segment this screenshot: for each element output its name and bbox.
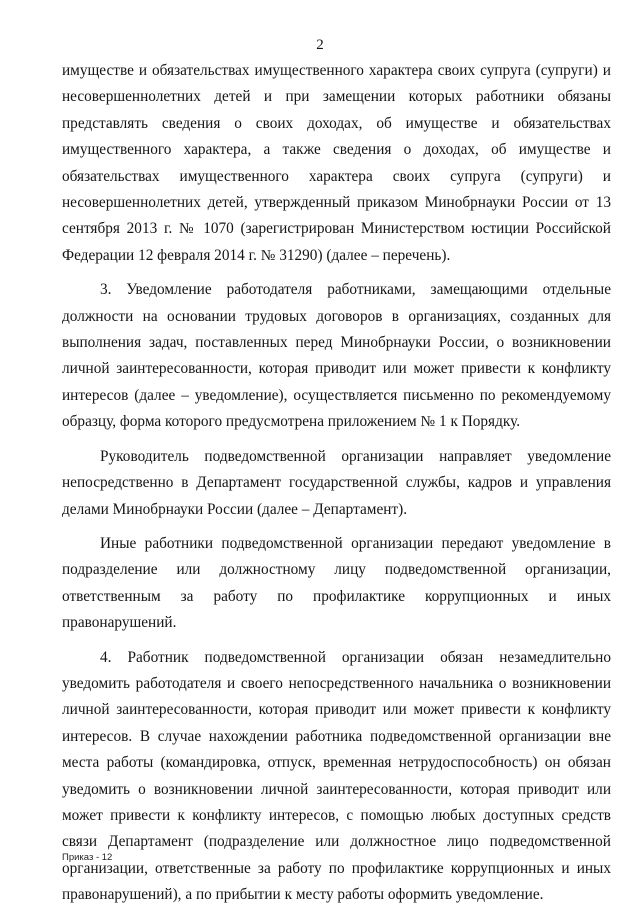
paragraph-other-employees: Иные работники подведомственной организации передают уведомление в подразделение или должностному лицу подведомственной организации, ответственным за работу по профилактике коррупционных и иных правонарушений. [62, 534, 611, 632]
paragraph-continuation: имуществе и обязательствах имущественного характера своих супруга (супруги) и несовершеннолетних детей и при замещении которых работники обязаны представлять сведения о своих доходах, об имуществе и обязательствах имущественного характера, а также сведения о доходах, об имуществе и обязательствах имущественного характера своих супруга (супруги) и несовершеннолетних детей, утвержденный приказом Минобрнауки России от 13 сентября 2013 г. № 1070 (зарегистрирован Министерством юстиции Российской Федерации 12 февраля 2014 г. № 31290) (далее – перечень). [62, 62, 611, 264]
footer-order-label: Приказ - 12 [62, 852, 113, 863]
paragraph-item-4: 4. Работник подведомственной организации обязан незамедлительно уведомить работодателя и своего непосредственного начальника о возникновении личной заинтересованности, которая приводит или может привести к конфликту интересов. В случае нахождении работника подведомственной организации вне места работы (командировка, отпуск, временная нетрудоспособность) он обязан уведомить о возникновении личной заинтересованности, которая приводит или может привести к конфликту интересов, с помощью любых доступных средств связи Департамент (подразделение или должностное лицо подведомственной организации, ответственные за работу по профилактике коррупционных и иных правонарушений), а по прибытии к месту работы оформить уведомление. [62, 648, 611, 904]
paragraph-item-3: 3. Уведомление работодателя работниками, замещающими отдельные должности на основании трудовых договоров в организациях, созданных для выполнения задач, поставленных перед Минобрнауки России, о возникновении личной заинтересованности, которая приводит или может привести к конфликту интересов (далее – уведомление), осуществляется письменно по рекомендуемому образцу, форма которого предусмотрена приложением № 1 к Порядку. [62, 281, 611, 431]
paragraph-head-of-organization: Руководитель подведомственной организации направляет уведомление непосредственно в Департамент государственной службы, кадров и управления делами Минобрнауки России (далее – Департамент). [62, 447, 611, 518]
page-number: 2 [316, 37, 324, 53]
document-body [62, 58, 611, 917]
